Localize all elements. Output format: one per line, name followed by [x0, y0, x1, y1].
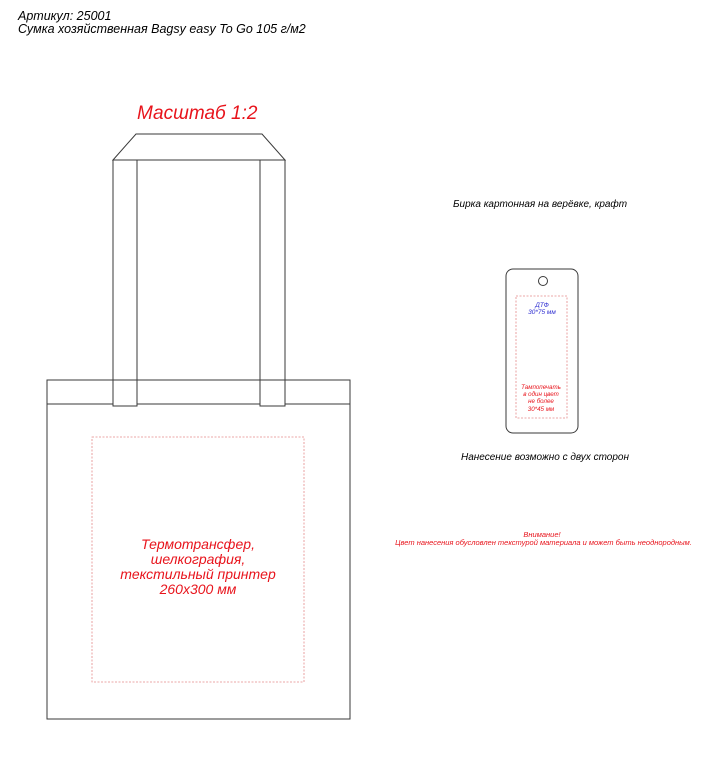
scale-label: Масштаб 1:2 [137, 103, 258, 124]
left-handle [113, 160, 137, 406]
pad-line: не более [528, 398, 554, 406]
print-size-line: 260х300 мм [159, 581, 237, 597]
tag-dtf-label [517, 302, 567, 316]
dtf-line: ДТФ [535, 302, 549, 309]
product-name: Сумка хозяйственная Bagsy easy To Go 105 г/м2 [18, 22, 306, 36]
print-method-line: шелкография, [150, 551, 246, 567]
right-handle [260, 160, 285, 406]
bag-handles [113, 134, 285, 406]
print-method-line: текстильный принтер [120, 566, 276, 582]
article-number: Артикул: 25001 [18, 9, 112, 23]
dtf-size-line: 30*75 мм [528, 309, 556, 316]
pad-line: Тампопечать [521, 384, 561, 391]
bag-print-method [92, 537, 304, 597]
print-method-line: Термотрансфер, [141, 536, 255, 552]
handle-top-strap [113, 134, 285, 160]
two-sides-note: Нанесение возможно с двух сторон [461, 452, 629, 463]
pad-line: в один цвет [523, 391, 559, 399]
tag-pad-print-label [514, 384, 568, 413]
warning-text: Цвет нанесения обусловлен текстурой материала и может быть неоднородным. [395, 538, 692, 547]
warning-title: Внимание! [523, 530, 561, 539]
pad-size-line: 30*45 мм [527, 405, 555, 413]
tag-title: Бирка картонная на верёвке, крафт [453, 199, 628, 210]
